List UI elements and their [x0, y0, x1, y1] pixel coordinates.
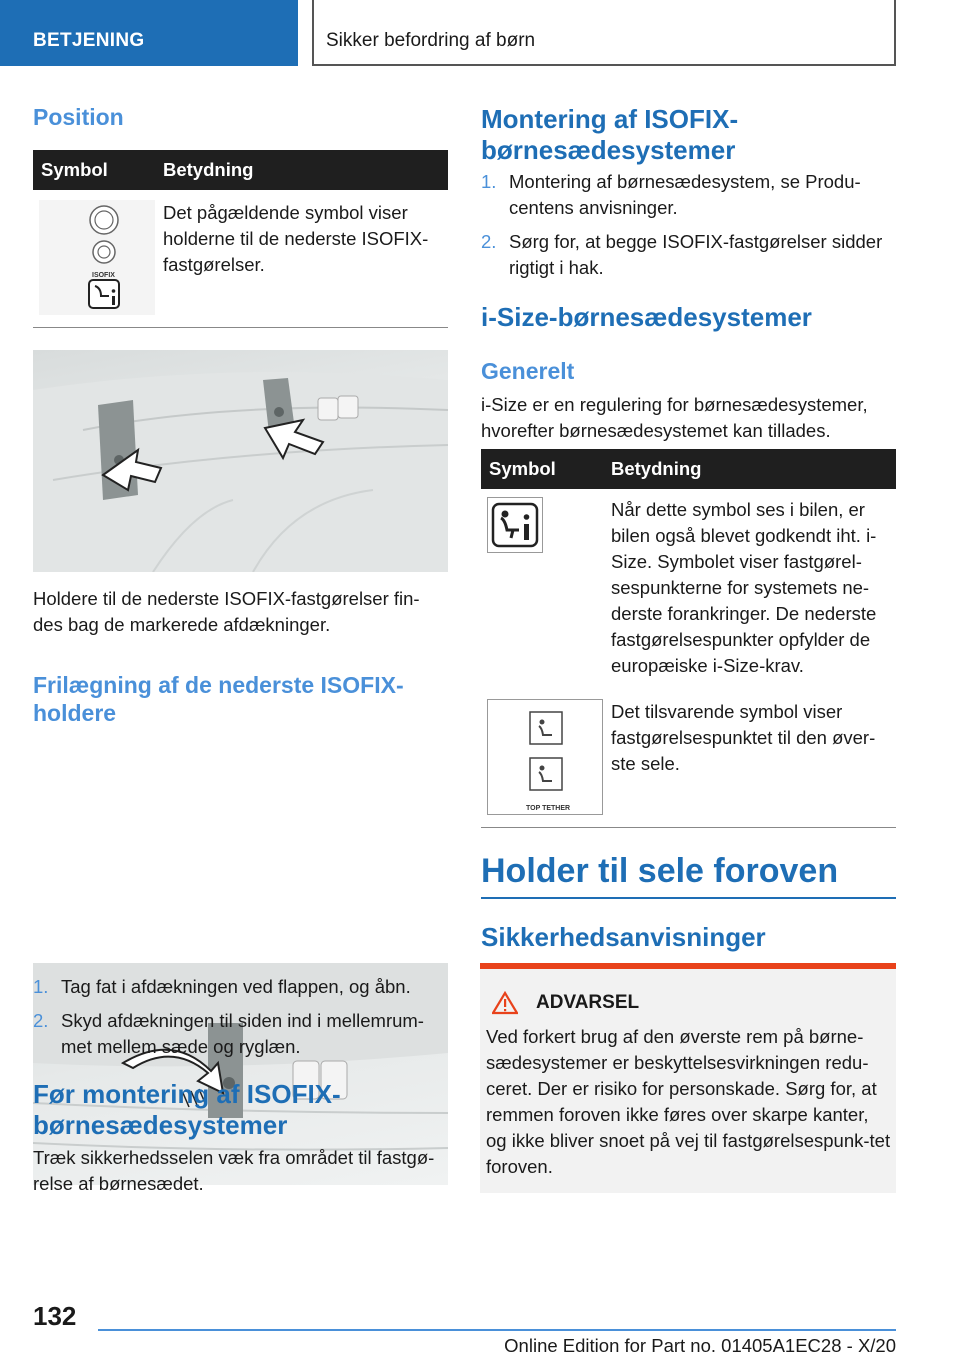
section-title: BETJENING [33, 30, 145, 51]
table2-row1-meaning: Når dette symbol ses i bilen, er bilen også blevet godkendt iht. i-Size. Symbolet viser fastgørel-sespunkterne for systemets ne-derste forankringer. De nederste fastgørelsespunkter opfylder de europæiske i-Size-krav. [611, 499, 877, 676]
before-mounting-text: Træk sikkerhedsselen væk fra området til fastgø-relse af børnesædet. [33, 1147, 435, 1194]
isofix-symbol-table [33, 150, 448, 328]
isofix-icon-group [39, 200, 155, 315]
step-number: 1. [33, 976, 49, 997]
top-strap-heading: Holder til sele foroven [481, 852, 896, 899]
table2-header-symbol: Symbol [481, 449, 603, 489]
isofix-label: ISOFIX [92, 272, 115, 279]
footer-rule [98, 1329, 896, 1331]
warning-triangle-icon [492, 991, 518, 1015]
seat-illustration [33, 350, 448, 572]
warning-box [480, 963, 896, 1193]
step-text: Skyd afdækningen til siden ind i mellemrum-met mellem sæde og ryglæn. [61, 1010, 424, 1057]
step-text: Sørg for, at begge ISOFIX-fastgørelser sidder rigtigt i hak. [509, 231, 883, 278]
isize-symbol-table [481, 449, 896, 828]
position-heading: Position [33, 104, 124, 130]
section-tab [0, 0, 298, 66]
topic-title: Sikker befordring af børn [326, 30, 536, 51]
before-mounting-heading: Før montering af ISOFIX-børnesædesystemer [33, 1079, 341, 1140]
table2-header-meaning: Betydning [603, 449, 896, 489]
warning-title: ADVARSEL [536, 992, 640, 1013]
step-number: 2. [481, 231, 497, 252]
list-item [33, 1008, 448, 1060]
table2-symbol-cell-2 [481, 691, 603, 828]
mount-steps [481, 169, 896, 289]
step-text: Tag fat i afdækningen ved flappen, og åbn. [61, 976, 411, 997]
top-tether-label: TOP TETHER [526, 805, 571, 812]
general-heading: Generelt [481, 358, 575, 384]
isize-symbol [487, 497, 543, 553]
table2-row2-meaning: Det tilsvarende symbol viser fastgørelsespunktet til den øver-ste sele. [611, 701, 876, 774]
isize-seat-icon [491, 502, 539, 548]
release-steps [33, 974, 448, 1068]
list-item [33, 974, 448, 1000]
table1-symbol-cell [33, 190, 155, 328]
warning-text: Ved forkert brug af den øverste rem på børne-sædesystemer er beskyttelsesvirkningen redu-ceret. Der er risiko for personskade. Sørg for, at remmen foroven ikke føres over skarpe kanter, og ikke bliver snoet på vej til fastgørelsespunk-tet foroven. [486, 1026, 891, 1177]
warning-header [492, 991, 639, 1015]
release-heading: Frilægning af de nederste ISOFIX-holdere [33, 672, 404, 726]
top-tether-symbols [487, 699, 603, 815]
mount-heading: Montering af ISOFIX-børnesædesystemer [481, 104, 739, 165]
edition-text: Online Edition for Part no. 01405A1EC28 - X/20 [504, 1335, 896, 1356]
list-item [481, 169, 896, 221]
safety-heading: Sikkerhedsanvisninger [481, 922, 766, 952]
list-item [481, 229, 896, 281]
step-number: 1. [481, 171, 497, 192]
table1-meaning-cell: Det pågældende symbol viser holderne til de nederste ISOFIX-fastgørelser. [163, 202, 429, 275]
rear-seat-photo-anchors [33, 350, 448, 572]
table1-header-meaning: Betydning [155, 150, 448, 190]
general-text: i-Size er en regulering for børnesædesystemer, hvorefter børnesædesystemet kan tillades. [481, 394, 868, 441]
table1-header-symbol: Symbol [33, 150, 155, 190]
step-text: Montering af børnesædesystem, se Produ-centens anvisninger. [509, 171, 861, 218]
photo1-caption: Holdere til de nederste ISOFIX-fastgørelser fin-des bag de markerede afdækninger. [33, 588, 420, 635]
topic-header [312, 0, 896, 66]
page-number: 132 [33, 1301, 77, 1331]
left-column [33, 104, 448, 131]
step-number: 2. [33, 1010, 49, 1031]
isize-heading: i-Size-børnesædesystemer [481, 302, 812, 332]
isofix-symbols [39, 200, 155, 315]
table2-symbol-cell [481, 489, 603, 691]
